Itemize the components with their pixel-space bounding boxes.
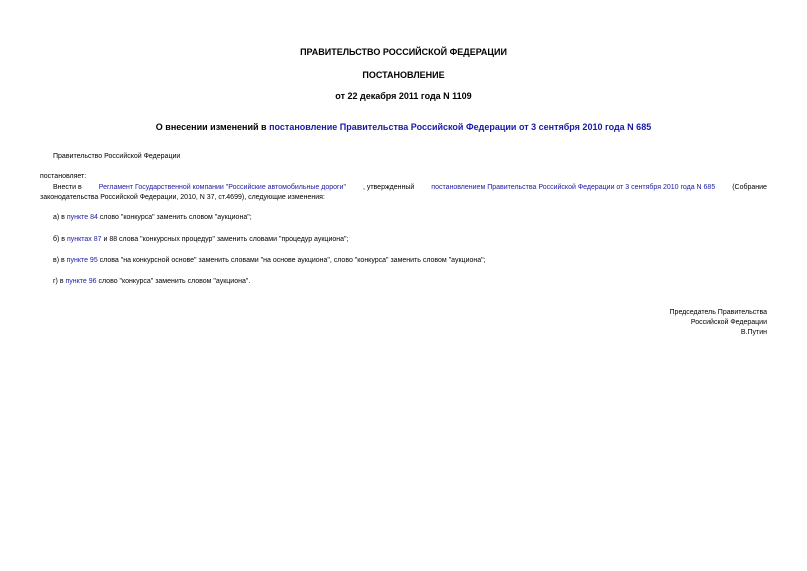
p1-part-b: , утвержденный [362,184,415,191]
item-b [53,235,348,244]
item-a [53,213,252,222]
item-c-text: слова "на конкурсной основе" заменить словами "на основе аукциона", слово "конкурса" заменить словом "аукциона"; [97,257,486,264]
item-c-prefix: в) в [53,257,67,264]
title-link[interactable]: постановление Правительства Российской Федерации от 3 сентября 2010 года N 685 [269,122,652,132]
document-title [0,122,807,132]
item-d-link[interactable]: пункте 96 [65,278,97,285]
intro-text: Правительство Российской Федерации [53,153,181,160]
title-prefix: О внесении изменений в [155,122,270,132]
item-b-prefix: б) в [53,236,67,243]
document-type-heading: ПОСТАНОВЛЕНИЕ [362,70,445,80]
item-c-link[interactable]: пункте 95 [66,257,98,264]
item-a-prefix: а) в [53,214,67,221]
paragraph-1-line-2: законодательства Российской Федерации, 2010, N 37, ст.4699), следующие изменения: [40,194,325,201]
signature-line-2: Российской Федерации [690,319,767,326]
paragraph-1-line-1 [53,183,767,192]
item-b-link[interactable]: пунктах 87 [66,236,102,243]
signature-line-1: Председатель Правительства [669,309,767,316]
item-d-prefix: г) в [53,278,66,285]
p1-part-a: Внести в [53,184,82,191]
decree-text: постановляет: [40,173,87,180]
item-a-link[interactable]: пункте 84 [66,214,98,221]
item-b-text: и 88 слова "конкурсных процедур" заменить словами "процедур аукциона"; [101,236,349,243]
signature-name: В.Путин [740,329,767,336]
p1-part-c: (Собрание [732,184,767,191]
item-d-text: слово "конкурса" заменить словом "аукциона". [96,278,251,285]
item-c [53,256,486,265]
regulation-link[interactable]: Регламент Государственной компании "Российские автомобильные дороги" [98,184,346,191]
resolution-link[interactable]: постановлением Правительства Российской Федерации от 3 сентября 2010 года N 685 [431,184,716,191]
item-d [53,277,250,286]
document-date: от 22 декабря 2011 года N 1109 [335,91,472,101]
government-heading: ПРАВИТЕЛЬСТВО РОССИЙСКОЙ ФЕДЕРАЦИИ [300,47,507,57]
item-a-text: слово "конкурса" заменить словом "аукциона"; [97,214,252,221]
